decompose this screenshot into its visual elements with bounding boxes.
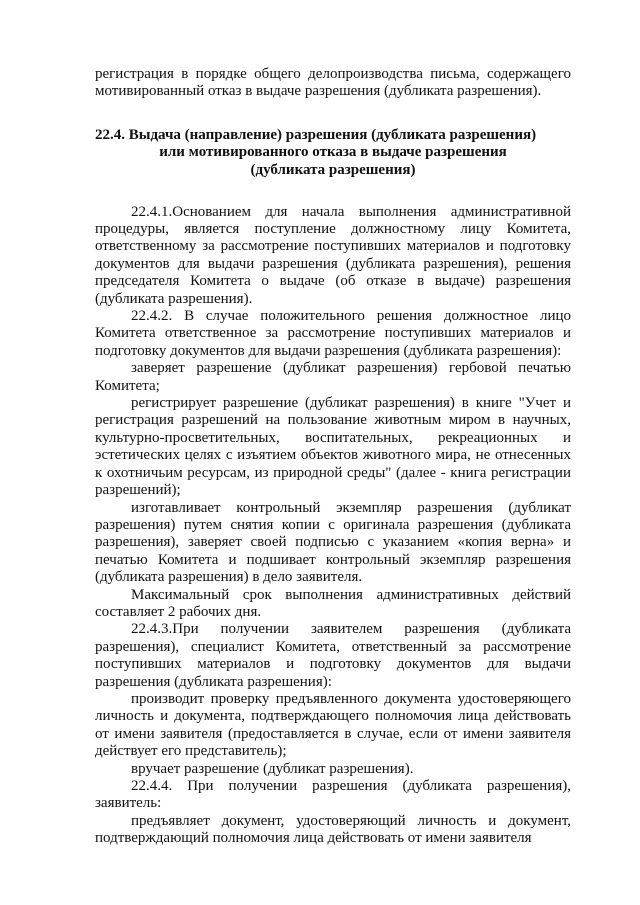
list-item-present-document: предъявляет документ, удостоверяющий личность и документ, подтверждающий полномочия лица действовать от имени заявителя [95, 812, 571, 847]
list-item-control-copy: изготавливает контрольный экземпляр разрешения (дубликат разрешения) путем снятия копии с оригинала разрешения (дубликата разрешения), заверяет своей подписью с указанием «копия верна» и печатью Комитета и подшивает контрольный экземпляр разрешения (дубликата разрешения) в дело заявителя. [95, 499, 571, 586]
paragraph-max-term: Максимальный срок выполнения административных действий составляет 2 рабочих дня. [95, 586, 571, 620]
list-item-seal: заверяет разрешение (дубликат разрешения) гербовой печатью Комитета; [95, 360, 571, 394]
list-item-register: регистрирует разрешение (дубликат разрешения) в книге "Учет и регистрация разрешений на пользование животным миром в научных, культурно-просветительных, воспитательных, рекреационных и эстетических целях с изъятием объектов животного мира, не отнесенных к охотничьим ресурсам, из природной среды" (далее - книга регистрации разрешений); [95, 395, 571, 499]
section-heading-line-1: 22.4. Выдача (направление) разрешения (дубликата разрешения) [95, 126, 537, 143]
paragraph-22-4-1: 22.4.1.Основанием для начала выполнения административной процедуры, является поступление должностному лицу Комитета, ответственному за рассмотрение поступивших материалов и подготовку документов для выдачи разрешения (дубликата разрешения), решения председателя Комитета о выдаче (об отказе в выдаче) разрешения (дубликата разрешения). [95, 203, 571, 307]
paragraph-22-4-4: 22.4.4. При получении разрешения (дубликата разрешения), заявитель: [95, 778, 571, 812]
paragraph-22-4-3: 22.4.3.При получении заявителем разрешения (дубликата разрешения), специалист Комитета, ответственный за рассмотрение поступивших материалов и подготовку документов для выдачи разрешения (дубликата разрешения): [95, 621, 571, 690]
list-item-verify: производит проверку предъявленного документа удостоверяющего личность и документа, подтверждающего полномочия лица действовать от имени заявителя (предоставляется в случае, если от имени заявителя действует его представитель); [95, 690, 571, 760]
intro-paragraph: регистрация в порядке общего делопроизводства письма, содержащего мотивированный отказ в выдаче разрешения (дубликата разрешения). [95, 66, 571, 100]
document-body [95, 66, 571, 848]
list-item-hand-over: вручает разрешение (дубликат разрешения). [131, 760, 414, 777]
paragraph-22-4-2: 22.4.2. В случае положительного решения должностное лицо Комитета ответственное за рассмотрение поступивших материалов и подготовку документов для выдачи разрешения (дубликата разрешения): [95, 308, 571, 359]
section-heading [95, 127, 571, 180]
section-heading-line-3: (дубликата разрешения) [250, 162, 416, 178]
section-heading-line-2: или мотивированного отказа в выдаче разрешения [159, 144, 507, 161]
